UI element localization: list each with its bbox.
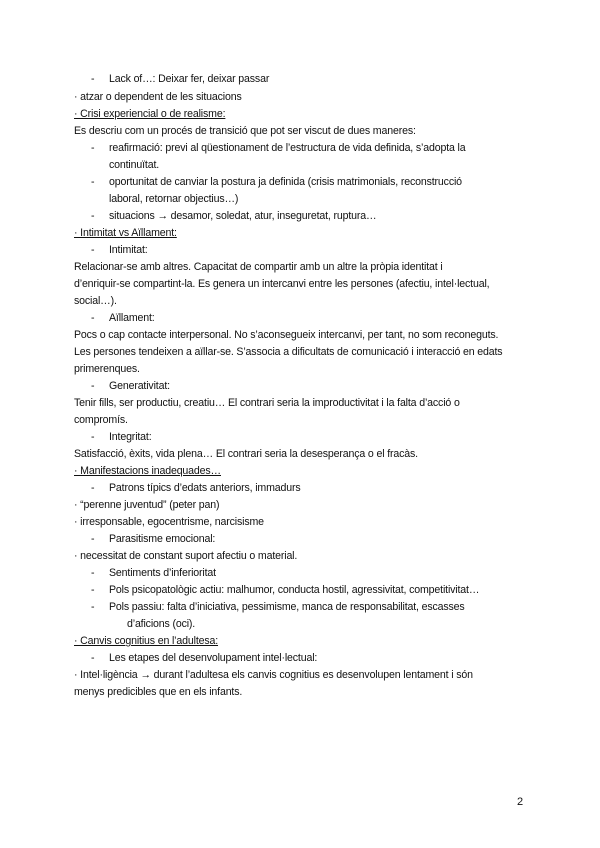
bullet-dash: - [91, 210, 95, 222]
section-heading: · Crisi experiencial o de realisme: [74, 108, 226, 120]
list-item: Patrons típics d’edats anteriors, immadurs [109, 482, 301, 494]
text-line: primerenques. [74, 363, 140, 375]
list-item: Intimitat: [109, 244, 148, 256]
bullet-dash: - [91, 431, 95, 443]
bullet-dash: - [91, 584, 95, 596]
text-line: Les persones tendeixen a aïllar-se. S’associa a dificultats de comunicació i interacció en edats [74, 346, 503, 358]
bullet-dash: - [91, 176, 95, 188]
text-line: · atzar o dependent de les situacions [74, 91, 242, 103]
list-item: situacions → desamor, soledat, atur, inseguretat, ruptura… [109, 210, 377, 222]
list-item: Generativitat: [109, 380, 170, 392]
bullet-dash: - [91, 142, 95, 154]
list-item: laboral, retornar objectius…) [109, 193, 239, 205]
list-item: continuïtat. [109, 159, 160, 171]
list-item: reafirmació: previ al qüestionament de l’estructura de vida definida, s’adopta la [109, 142, 466, 154]
bullet-dash: - [91, 652, 95, 664]
text-line: Relacionar-se amb altres. Capacitat de compartir amb un altre la pròpia identitat i [74, 261, 443, 273]
list-item: oportunitat de canviar la postura ja definida (crisis matrimonials, reconstrucció [109, 176, 462, 188]
text-line: compromís. [74, 414, 128, 426]
list-item: Pols psicopatològic actiu: malhumor, conducta hostil, agressivitat, competitivitat… [109, 584, 480, 596]
page-number: 2 [517, 796, 523, 808]
text-line: · irresponsable, egocentrisme, narcisisme [74, 516, 264, 528]
text-line: Tenir fills, ser productiu, creatiu… El contrari seria la improductivitat i la falta d’acció o [74, 397, 460, 409]
bullet-dash: - [91, 482, 95, 494]
list-item: Aïllament: [109, 312, 155, 324]
section-heading: · Intimitat vs Aïllament: [74, 227, 177, 239]
text-line: Satisfacció, èxits, vida plena… El contrari seria la desesperança o el fracàs. [74, 448, 418, 460]
text-line: · “perenne juventud” (peter pan) [74, 499, 220, 511]
list-item: Les etapes del desenvolupament intel·lectual: [109, 652, 318, 664]
list-item: Integritat: [109, 431, 152, 443]
bullet-dash: - [91, 312, 95, 324]
list-item: Parasitisme emocional: [109, 533, 216, 545]
bullet-dash: - [91, 567, 95, 579]
text-line: · Intel·ligència → durant l’adultesa els canvis cognitius es desenvolupen lentament i són [74, 669, 473, 681]
list-item: Lack of…: Deixar fer, deixar passar [109, 73, 270, 85]
text-line: d’enriquir-se compartint-la. Es genera un intercanvi entre les persones (afectiu, intel·lectual, [74, 278, 490, 290]
list-item: Pols passiu: falta d’iniciativa, pessimisme, manca de responsabilitat, escasses [109, 601, 465, 613]
text-line: Pocs o cap contacte interpersonal. No s’aconsegueix intercanvi, per tant, no som reconeguts. [74, 329, 499, 341]
list-item: Sentiments d’inferioritat [109, 567, 216, 579]
bullet-dash: - [91, 380, 95, 392]
text-line: Es descriu com un procés de transició que pot ser viscut de dues maneres: [74, 125, 416, 137]
section-heading: · Canvis cognitius en l’adultesa: [74, 635, 219, 647]
bullet-dash: - [91, 533, 95, 545]
section-heading: · Manifestacions inadequades… [74, 465, 221, 477]
bullet-dash: - [91, 601, 95, 613]
bullet-dash: - [91, 244, 95, 256]
text-line: · necessitat de constant suport afectiu o material. [74, 550, 298, 562]
list-item: d’aficions (oci). [127, 618, 196, 630]
text-line: menys predicibles que en els infants. [74, 686, 243, 698]
bullet-dash: - [91, 73, 95, 85]
text-line: social…). [74, 295, 117, 307]
